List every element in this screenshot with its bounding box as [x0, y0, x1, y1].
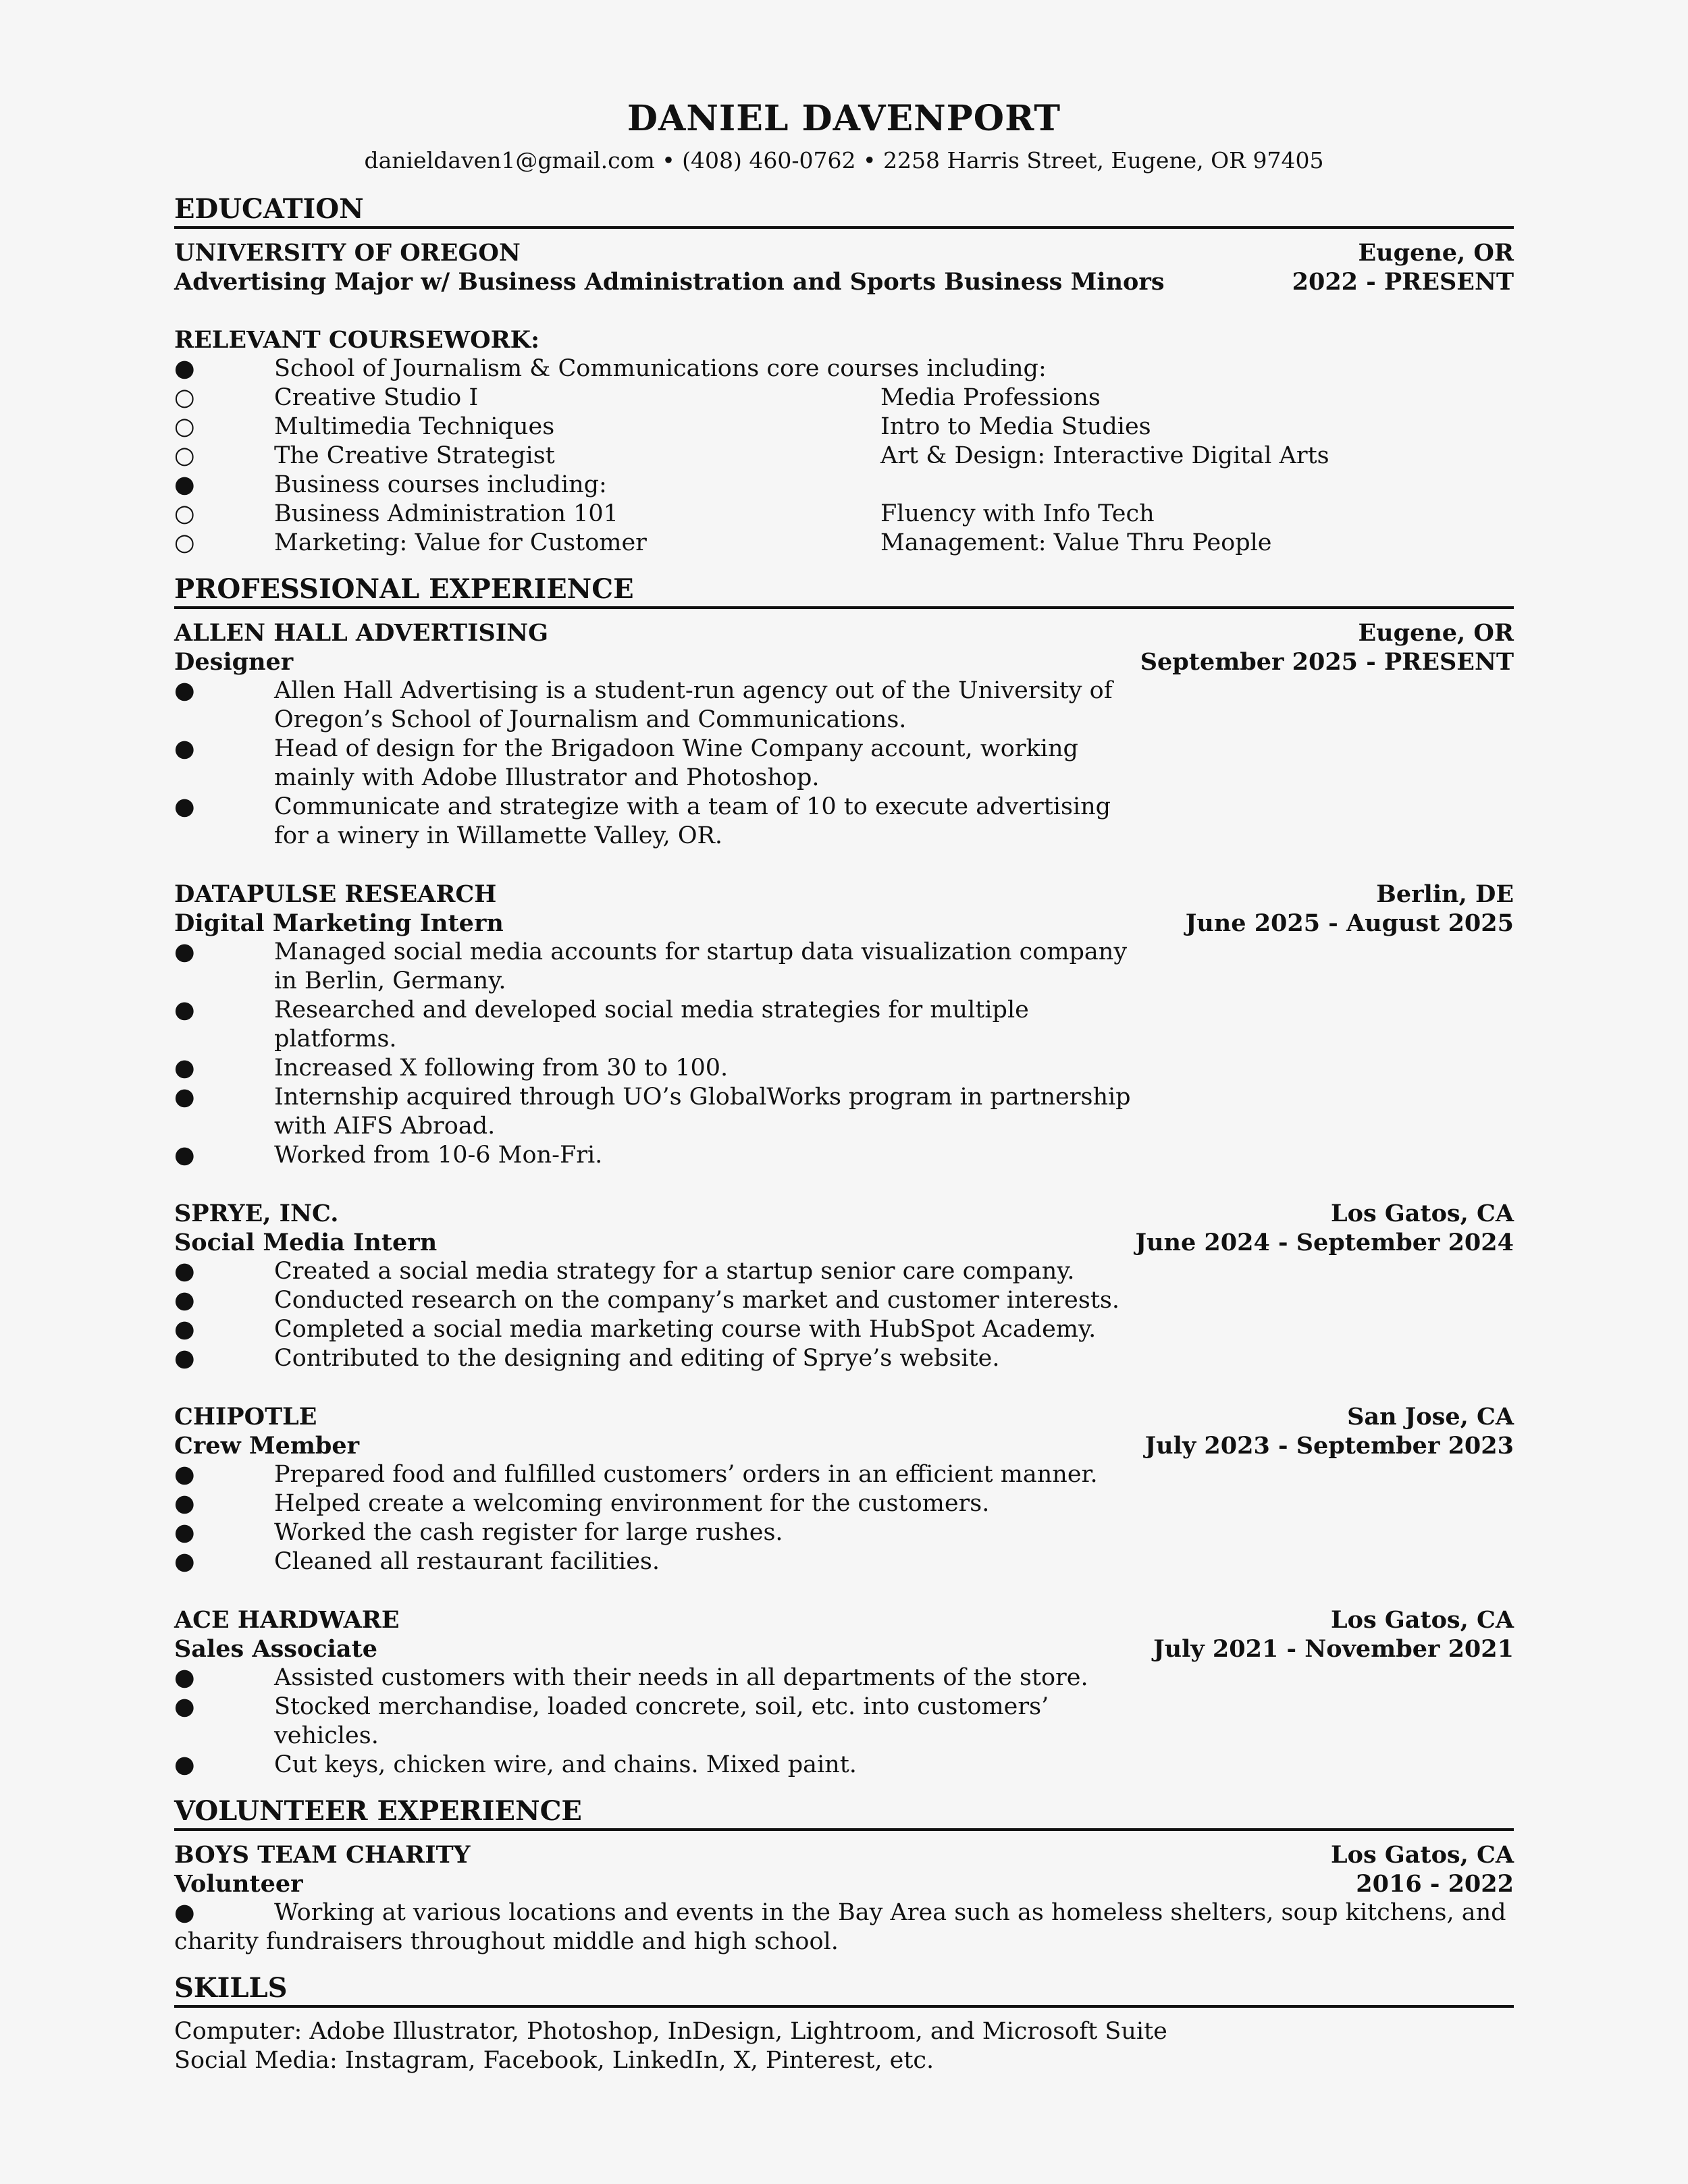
- sub-bullet-marker: ○: [174, 442, 195, 469]
- job-bullet: [174, 1315, 1514, 1344]
- volunteer-section: [174, 1794, 1514, 1956]
- job-bullet: [174, 1054, 1514, 1083]
- job-bullet-text: Stocked merchandise, loaded concrete, soil, etc. into customers’ vehicles.: [274, 1693, 1049, 1749]
- section-divider: [174, 226, 1514, 229]
- company-name: ACE HARDWARE: [174, 1606, 400, 1634]
- bullet-marker: ●: [174, 1461, 195, 1488]
- course-item: Art & Design: Interactive Digital Arts: [880, 442, 1329, 469]
- coursework-row: [174, 500, 1514, 529]
- bullet-marker: ●: [174, 1664, 195, 1691]
- school-location: Eugene, OR: [1358, 239, 1514, 267]
- bullet-marker: ●: [174, 1519, 195, 1546]
- course-item: Intro to Media Studies: [880, 413, 1151, 440]
- job-bullet-text: Worked from 10-6 Mon-Fri.: [274, 1142, 603, 1169]
- company-name: ALLEN HALL ADVERTISING: [174, 619, 549, 647]
- course-item: Management: Value Thru People: [880, 529, 1272, 556]
- job-role-row: [174, 1228, 1514, 1257]
- bullet-marker: ●: [174, 1084, 195, 1111]
- resume-header: [0, 98, 1688, 178]
- job-bullet-text: Head of design for the Brigadoon Wine Company account, working mainly with Adobe Illustrator and Photoshop.: [274, 735, 1078, 791]
- job-bullet: [174, 1693, 1514, 1751]
- job-location: Los Gatos, CA: [1330, 1606, 1514, 1634]
- job-company-row: [174, 1605, 1514, 1634]
- bullet-marker: ●: [174, 1899, 195, 1926]
- volunteer-location: Los Gatos, CA: [1330, 1841, 1514, 1869]
- job-company-row: [174, 1402, 1514, 1431]
- job-bullet: [174, 1257, 1514, 1286]
- job-bullet: [174, 793, 1514, 851]
- job-bullet: [174, 1141, 1514, 1170]
- bullet-marker: ●: [174, 355, 195, 382]
- coursework-group-label: Business courses including:: [274, 471, 607, 498]
- job-bullet: [174, 1083, 1514, 1141]
- volunteer-org: BOYS TEAM CHARITY: [174, 1841, 471, 1869]
- bullet-marker: ●: [174, 996, 195, 1023]
- bullet-marker: ●: [174, 1258, 195, 1285]
- job-entry: [174, 1199, 1514, 1373]
- job-bullet: [174, 1518, 1514, 1547]
- education-school-row: [174, 238, 1514, 267]
- job-location: Los Gatos, CA: [1330, 1200, 1514, 1227]
- job-location: Berlin, DE: [1376, 880, 1514, 908]
- bullet-marker: ●: [174, 1055, 195, 1082]
- coursework-row: [174, 412, 1514, 442]
- section-title-volunteer: VOLUNTEER EXPERIENCE: [174, 1795, 582, 1827]
- education-section: [174, 192, 1514, 558]
- resume-content: [174, 192, 1514, 2090]
- bullet-marker: ●: [174, 677, 195, 704]
- bullet-marker: ●: [174, 938, 195, 965]
- section-divider: [174, 1828, 1514, 1831]
- job-bullet-text: Allen Hall Advertising is a student-run agency out of the University of Oregon’s School of Journalism and Communications.: [274, 677, 1113, 733]
- job-bullet-text: Created a social media strategy for a startup senior care company.: [274, 1258, 1075, 1285]
- job-list: [174, 618, 1514, 1780]
- job-role-row: [174, 1431, 1514, 1460]
- candidate-name: DANIEL DAVENPORT: [627, 98, 1061, 139]
- job-entry: [174, 1402, 1514, 1576]
- coursework-row: [174, 529, 1514, 558]
- course-item: Creative Studio I: [274, 384, 479, 411]
- job-company-row: [174, 1199, 1514, 1228]
- skills-computer: Computer: Adobe Illustrator, Photoshop, InDesign, Lightroom, and Microsoft Suite: [174, 2018, 1167, 2045]
- job-location: San Jose, CA: [1347, 1403, 1514, 1431]
- bullet-marker: ●: [174, 1751, 195, 1778]
- course-item: Multimedia Techniques: [274, 413, 555, 440]
- section-divider: [174, 2005, 1514, 2008]
- job-bullet-text: Contributed to the designing and editing of Sprye’s website.: [274, 1345, 1000, 1372]
- job-bullet-text: Cleaned all restaurant facilities.: [274, 1548, 660, 1575]
- coursework-group-label: School of Journalism & Communications core courses including:: [274, 355, 1047, 382]
- job-bullet: [174, 735, 1514, 793]
- experience-section: [174, 572, 1514, 1780]
- job-bullet: [174, 1344, 1514, 1373]
- job-role: Digital Marketing Intern: [174, 909, 504, 937]
- job-bullet-text: Assisted customers with their needs in all departments of the store.: [274, 1664, 1088, 1691]
- job-bullet-text: Communicate and strategize with a team of 10 to execute advertising for a winery in Willamette Valley, OR.: [274, 793, 1111, 849]
- coursework-group: [174, 471, 1514, 500]
- volunteer-bullet: [174, 1898, 1514, 1956]
- job-bullet: [174, 1460, 1514, 1489]
- degree: Advertising Major w/ Business Administration and Sports Business Minors: [174, 268, 1165, 296]
- job-entry: [174, 1605, 1514, 1780]
- job-bullet: [174, 1751, 1514, 1780]
- job-dates: June 2025 - August 2025: [1185, 909, 1514, 937]
- job-role-row: [174, 909, 1514, 938]
- job-bullet: [174, 1489, 1514, 1518]
- job-bullet: [174, 1286, 1514, 1315]
- school-name: UNIVERSITY OF OREGON: [174, 239, 521, 267]
- skills-section: [174, 1971, 1514, 2075]
- bullet-marker: ●: [174, 471, 195, 498]
- section-title-education: EDUCATION: [174, 193, 364, 225]
- job-bullet: [174, 996, 1514, 1054]
- job-dates: June 2024 - September 2024: [1135, 1229, 1514, 1256]
- sub-bullet-marker: ○: [174, 500, 195, 527]
- company-name: CHIPOTLE: [174, 1403, 317, 1431]
- coursework-row: [174, 442, 1514, 471]
- bullet-marker: ●: [174, 1316, 195, 1343]
- bullet-marker: ●: [174, 1287, 195, 1314]
- volunteer-role: Volunteer: [174, 1870, 303, 1898]
- job-bullet: [174, 676, 1514, 735]
- sub-bullet-marker: ○: [174, 413, 195, 440]
- job-bullet-text: Worked the cash register for large rushes.: [274, 1519, 783, 1546]
- section-title-experience: PROFESSIONAL EXPERIENCE: [174, 573, 634, 605]
- bullet-marker: ●: [174, 1490, 195, 1517]
- bullet-marker: ●: [174, 793, 195, 820]
- bullet-marker: ●: [174, 1142, 195, 1169]
- sub-bullet-marker: ○: [174, 529, 195, 556]
- company-name: DATAPULSE RESEARCH: [174, 880, 497, 908]
- job-dates: September 2025 - PRESENT: [1140, 648, 1514, 676]
- job-dates: July 2023 - September 2023: [1144, 1432, 1514, 1460]
- job-role: Crew Member: [174, 1432, 360, 1460]
- volunteer-role-row: [174, 1869, 1514, 1898]
- job-company-row: [174, 618, 1514, 647]
- course-item: Marketing: Value for Customer: [274, 529, 647, 556]
- volunteer-dates: 2016 - 2022: [1356, 1870, 1514, 1898]
- job-dates: July 2021 - November 2021: [1153, 1635, 1514, 1663]
- sub-bullet-marker: ○: [174, 384, 195, 411]
- job-bullet: [174, 1547, 1514, 1576]
- education-degree-row: [174, 267, 1514, 296]
- education-dates: 2022 - PRESENT: [1292, 268, 1514, 296]
- company-name: SPRYE, INC.: [174, 1200, 339, 1227]
- contact-line: danieldaven1@gmail.com • (408) 460-0762 • 2258 Harris Street, Eugene, OR 97405: [364, 147, 1324, 174]
- job-bullet: [174, 1663, 1514, 1693]
- section-divider: [174, 606, 1514, 609]
- course-item: The Creative Strategist: [274, 442, 555, 469]
- job-bullet-text: Cut keys, chicken wire, and chains. Mixed paint.: [274, 1751, 857, 1778]
- job-bullet-text: Conducted research on the company’s market and customer interests.: [274, 1287, 1119, 1314]
- course-item: Business Administration 101: [274, 500, 618, 527]
- job-role-row: [174, 647, 1514, 676]
- bullet-marker: ●: [174, 1693, 195, 1720]
- section-title-skills: SKILLS: [174, 1972, 288, 2004]
- job-bullet-text: Researched and developed social media strategies for multiple platforms.: [274, 996, 1029, 1053]
- bullet-marker: ●: [174, 735, 195, 762]
- coursework-group: [174, 354, 1514, 383]
- job-company-row: [174, 880, 1514, 909]
- volunteer-org-row: [174, 1840, 1514, 1869]
- bullet-marker: ●: [174, 1548, 195, 1575]
- job-bullet-text: Internship acquired through UO’s GlobalWorks program in partnership with AIFS Abroad.: [274, 1084, 1131, 1140]
- job-location: Eugene, OR: [1358, 619, 1514, 647]
- coursework-row: [174, 383, 1514, 412]
- job-role: Sales Associate: [174, 1635, 378, 1663]
- job-bullet-text: Prepared food and fulfilled customers’ orders in an efficient manner.: [274, 1461, 1098, 1488]
- job-bullet-text: Increased X following from 30 to 100.: [274, 1055, 729, 1082]
- job-bullet: [174, 938, 1514, 996]
- job-role: Designer: [174, 648, 294, 676]
- bullet-marker: ●: [174, 1345, 195, 1372]
- job-role: Social Media Intern: [174, 1229, 438, 1256]
- job-bullet-text: Completed a social media marketing course with HubSpot Academy.: [274, 1316, 1097, 1343]
- job-bullet-text: Managed social media accounts for startup data visualization company in Berlin, Germany.: [274, 938, 1128, 994]
- skills-social-media: Social Media: Instagram, Facebook, LinkedIn, X, Pinterest, etc.: [174, 2047, 934, 2074]
- coursework-list: [174, 354, 1514, 558]
- course-item: Media Professions: [880, 384, 1101, 411]
- volunteer-bullet-text: Working at various locations and events in the Bay Area such as homeless shelters, soup kitchens, and charity fundraisers throughout middle and high school.: [174, 1899, 1506, 1955]
- course-item: Fluency with Info Tech: [880, 500, 1155, 527]
- job-entry: [174, 618, 1514, 851]
- job-role-row: [174, 1634, 1514, 1663]
- job-entry: [174, 880, 1514, 1170]
- job-bullet-text: Helped create a welcoming environment for the customers.: [274, 1490, 990, 1517]
- coursework-title: RELEVANT COURSEWORK:: [174, 326, 539, 354]
